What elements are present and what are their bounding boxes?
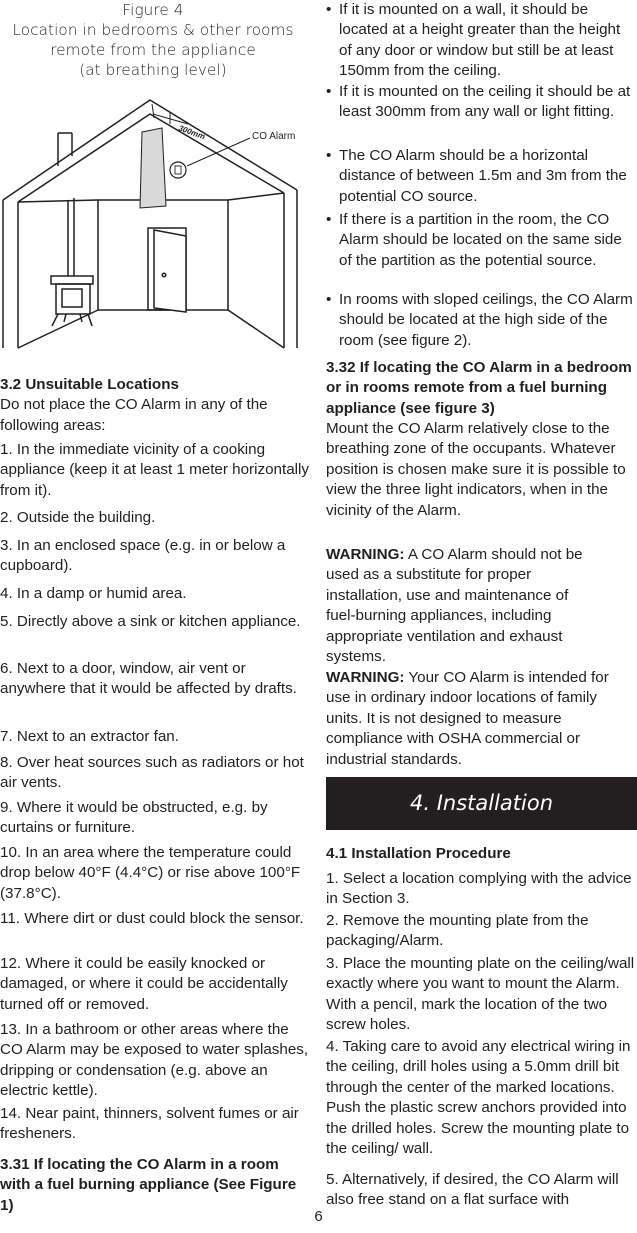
section-heading-3-31: 3.31 If locating the CO Alarm in a room with a fuel burning appliance (See Figure 1) <box>0 1156 297 1214</box>
section-body-3-32: Mount the CO Alarm relatively close to the breathing zone of the occupants. Whatever position is chosen make sure it is possible to view the three light indicators, when in the vicinity of the Alarm. <box>326 420 626 519</box>
bullet-dot: • <box>326 147 332 164</box>
bullet-dot: • <box>326 211 332 228</box>
figure-caption-line: remote from the appliance <box>50 41 256 59</box>
list-item: 13. In a bathroom or other areas where the CO Alarm may be exposed to water splashes, dripping or condensation (e.g. above an electric kettle). <box>0 1021 309 1100</box>
ceiling-edge-left <box>18 200 98 202</box>
section-intro: Do not place the CO Alarm in any of the following areas: <box>0 396 268 434</box>
list-item: 2. Outside the building. <box>0 509 156 526</box>
figure-number: Figure 4 <box>122 1 184 19</box>
list-item: 11. Where dirt or dust could block the sensor. <box>0 910 304 927</box>
bullet-item: • The CO Alarm should be a horizontal distance of between 1.5m and 3m from the potential CO source. <box>326 147 627 205</box>
warning-label: WARNING: <box>326 546 405 563</box>
bullet-dot: • <box>326 291 332 308</box>
figure-caption <box>0 0 306 80</box>
dimension-label: 300mm <box>177 123 207 142</box>
step-item: 3. Place the mounting plate on the ceiling/wall exactly where you want to mount the Alarm. With a pencil, mark the location of the two screw holes. <box>326 955 635 1034</box>
alarm-label: CO Alarm <box>252 131 296 142</box>
list-item: 7. Next to an extractor fan. <box>0 728 179 745</box>
warning-paragraph <box>326 668 637 770</box>
bullet-item: • If it is mounted on a wall, it should be located at a height greater than the height of any door or window but still be at least 150mm from the ceiling. <box>326 1 621 80</box>
bullet-dot: • <box>326 83 332 100</box>
warning-label: WARNING: <box>326 669 405 686</box>
bullet-item: • If it is mounted on the ceiling it should be at least 300mm from any wall or light fitting. <box>326 83 631 121</box>
list-item: 6. Next to a door, window, air vent or anywhere that it would be affected by drafts. <box>0 660 297 698</box>
section-heading-3-32: 3.32 If locating the CO Alarm in a bedroom or in rooms remote from a fuel burning appliance (see figure 3) <box>326 359 632 417</box>
step-item: 5. Alternatively, if desired, the CO Alarm will also free stand on a flat surface with <box>326 1171 619 1209</box>
door-panel <box>154 230 186 312</box>
list-item: 10. In an area where the temperature could drop below 40°F (4.4°C) or rise above 100°F (37.8°C). <box>0 844 301 902</box>
section-banner-installation: 4. Installation <box>326 777 637 830</box>
bullet-item: • In rooms with sloped ceilings, the CO Alarm should be located at the high side of the room (see figure 2). <box>326 291 633 349</box>
ceiling-edge-right <box>228 193 284 200</box>
list-item: 12. Where it could be easily knocked or damaged, or where it could be accidentally turned off or removed. <box>0 955 288 1013</box>
list-item: 9. Where it would be obstructed, e.g. by curtains or furniture. <box>0 799 268 837</box>
figure-room-illustration <box>0 90 312 352</box>
step-item: 1. Select a location complying with the advice in Section 3. <box>326 870 632 908</box>
warning-text: Your CO Alarm is intended for use in ordinary indoor locations of family units. It is not designed to measure compliance with OSHA commercial or industrial standards. <box>326 669 609 768</box>
bullet-dot: • <box>326 1 332 18</box>
step-item: 2. Remove the mounting plate from the packaging/Alarm. <box>326 912 589 950</box>
chimney-breast <box>140 128 166 208</box>
floor-edge-left <box>18 310 98 348</box>
stove-window <box>62 289 82 307</box>
section-heading: 3.2 Unsuitable Locations <box>0 376 179 393</box>
list-item: 3. In an enclosed space (e.g. in or below a cupboard). <box>0 537 286 575</box>
list-item: 4. In a damp or humid area. <box>0 585 187 602</box>
stove-top <box>51 276 93 284</box>
step-item: 4. Taking care to avoid any electrical wiring in the ceiling, drill holes using a 5.0mm drill bit through the center of the marked locations. Push the plastic screw anchors provided into the drilled holes. Screw the mounting plate to the ceiling/ wall. <box>326 1038 631 1158</box>
list-item: 8. Over heat sources such as radiators or hot air vents. <box>0 754 304 792</box>
page-number: 6 <box>314 1208 323 1225</box>
section-heading-4-1: 4.1 Installation Procedure <box>326 845 511 862</box>
bullet-item: • If there is a partition in the room, the CO Alarm should be located on the same side of the partition as the potential source. <box>326 211 622 269</box>
figure-caption-line: (at breathing level) <box>79 61 227 79</box>
warning-text: A CO Alarm should not be used as a substitute for proper installation, use and maintenance of fuel-burning appliances, including appropriate ventilation and exhaust systems. <box>326 546 583 666</box>
co-alarm-device <box>170 162 186 178</box>
floor-edge-right <box>228 310 284 348</box>
figure-caption-line: Location in bedrooms & other rooms <box>12 21 294 39</box>
warning-paragraph <box>326 545 596 667</box>
list-item: 1. In the immediate vicinity of a cooking appliance (keep it at least 1 meter horizontally from it). <box>0 441 309 499</box>
list-item: 5. Directly above a sink or kitchen appliance. <box>0 613 301 630</box>
section-3-2 <box>0 375 312 436</box>
list-item: 14. Near paint, thinners, solvent fumes or air fresheners. <box>0 1105 299 1143</box>
